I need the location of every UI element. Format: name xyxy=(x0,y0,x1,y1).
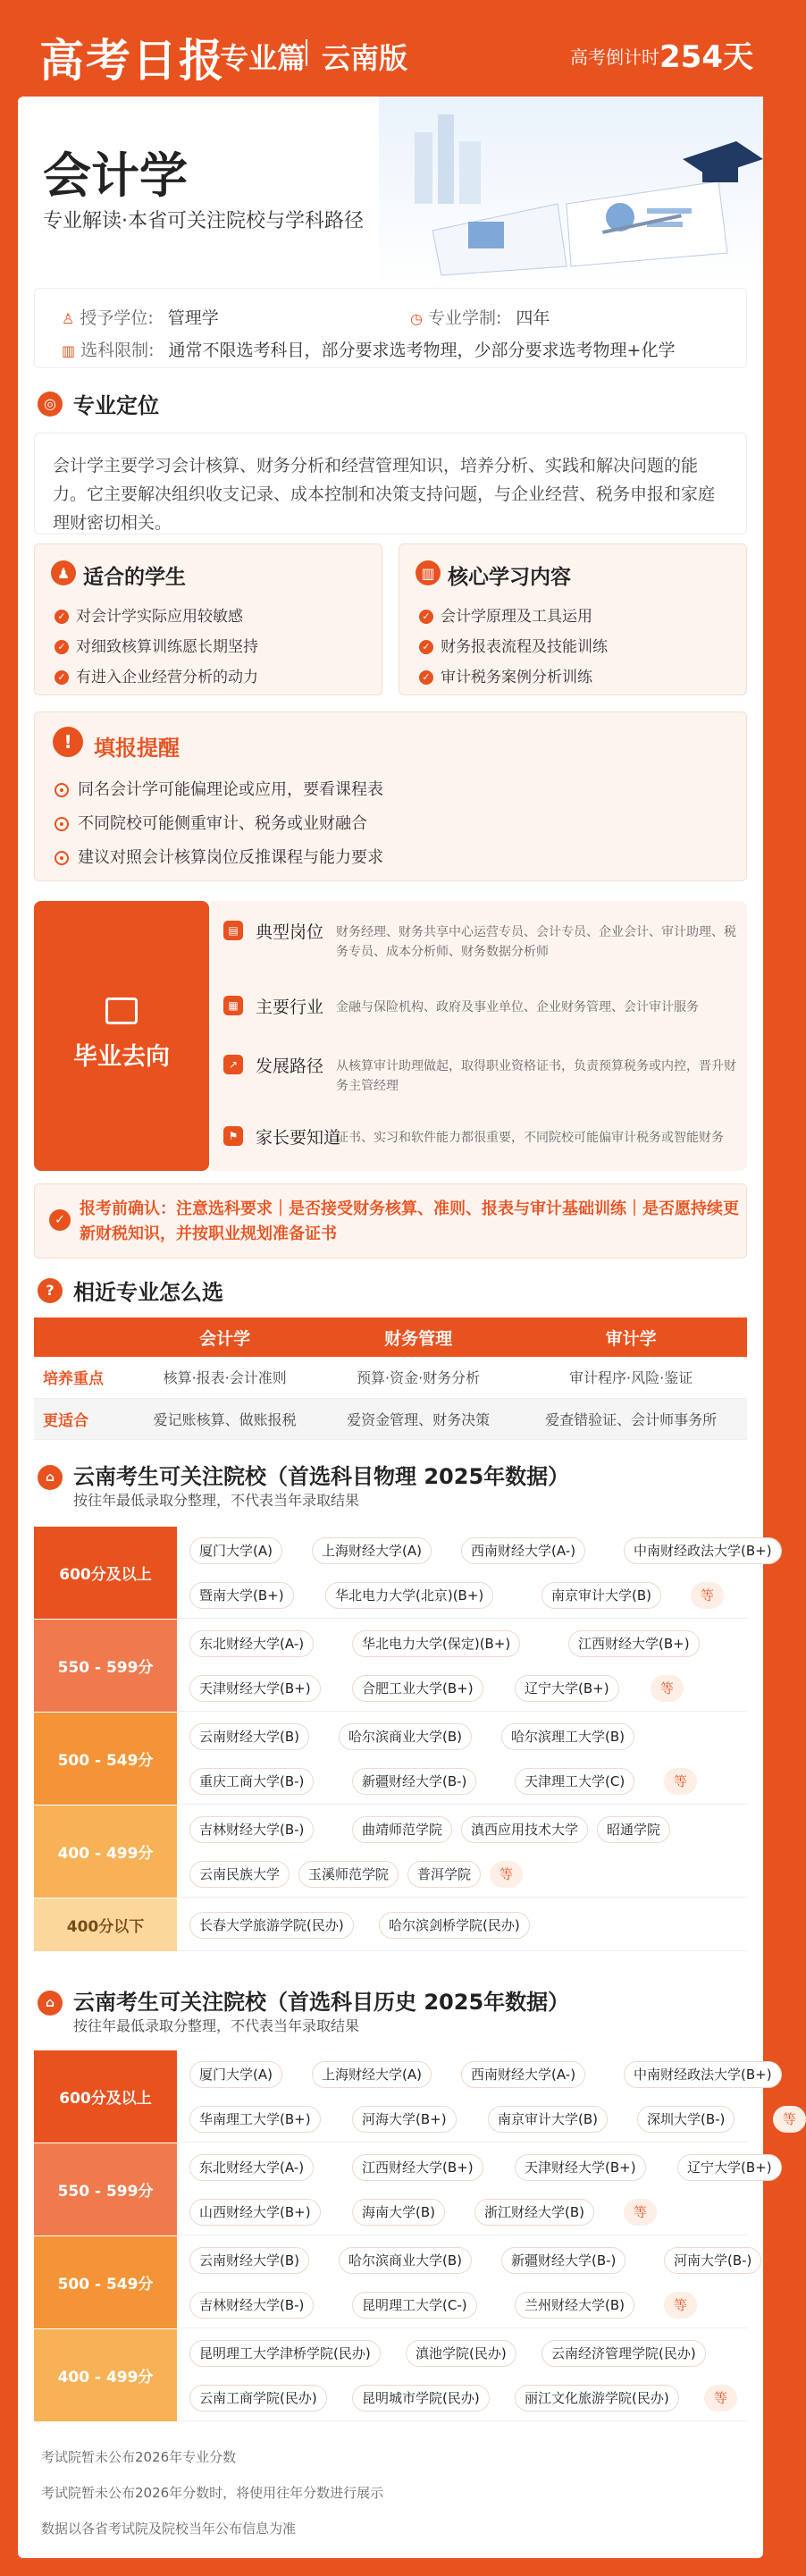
countdown-label: 高考倒计时 xyxy=(570,46,659,68)
warning-icon: ! xyxy=(53,727,83,757)
school-list xyxy=(177,1527,772,1619)
school-tag: 西南财经大学(A-) xyxy=(461,1537,585,1564)
school-tag: 海南大学(B) xyxy=(352,2199,445,2226)
physics-heading: ⌂ 云南考生可关注院校（首选科目物理 2025年数据） xyxy=(38,1459,569,1490)
score-band: 550 - 599分 xyxy=(34,1620,177,1712)
tips-box xyxy=(34,711,747,881)
flag-icon: ⚑ xyxy=(223,1126,243,1146)
school-tag: 新疆财经大学(B-) xyxy=(352,1768,476,1795)
school-tag: 曲靖师范学院 xyxy=(352,1816,452,1843)
book-icon: ▥ xyxy=(62,342,76,359)
school-tag: 滇西应用技术大学 xyxy=(461,1816,588,1843)
career-title: 毕业去向 xyxy=(73,1043,170,1071)
confirm-box xyxy=(34,1183,747,1259)
more-tag: 等 xyxy=(773,2106,806,2133)
score-tier xyxy=(34,2329,747,2422)
info-box xyxy=(34,288,747,368)
school-tag: 浙江财经大学(B) xyxy=(474,2199,594,2226)
school-tag: 哈尔滨剑桥学院(民办) xyxy=(379,1912,530,1939)
score-band: 550 - 599分 xyxy=(34,2143,177,2235)
table-row: 培养重点 核算·报表·会计准则 预算·资金·财务分析 审计程序·风险·鉴证 xyxy=(34,1357,747,1398)
person-icon: ♟ xyxy=(51,560,76,585)
degree-value: 管理学 xyxy=(167,308,219,328)
school-tag: 云南经济管理学院(民办) xyxy=(542,2340,706,2367)
more-tag: 等 xyxy=(651,1675,684,1702)
list-item: ✓ 对会计学实际应用较敏感 xyxy=(55,603,243,626)
book-icon: ▥ xyxy=(416,560,441,585)
table-row: 更适合 爱记账核算、做账报税 爱资金管理、财务决策 爱查错验证、会计师事务所 xyxy=(34,1398,747,1439)
school-tag: 河海大学(B+) xyxy=(352,2106,457,2133)
school-tag: 吉林财经大学(B-) xyxy=(189,1816,314,1843)
bullet-icon xyxy=(55,783,69,797)
school-tag: 深圳大学(B-) xyxy=(637,2106,735,2133)
list-item: ✓ 财务报表流程及技能训练 xyxy=(419,634,608,656)
score-tier xyxy=(34,1806,747,1898)
hero xyxy=(18,97,763,284)
main-card xyxy=(18,97,797,2558)
school-icon: ⌂ xyxy=(38,1465,63,1490)
industry-icon: ▦ xyxy=(223,996,243,1015)
school-tag: 昆明城市学院(民办) xyxy=(352,2385,490,2412)
school-list xyxy=(177,2050,797,2142)
list-item: ✓ 对细致核算训练愿长期坚持 xyxy=(55,634,258,656)
core-box xyxy=(399,543,747,695)
school-tag: 哈尔滨商业大学(B) xyxy=(339,1723,472,1750)
school-tag: 昆明理工大学津桥学院(民办) xyxy=(189,2340,381,2367)
hero-title: 会计学 xyxy=(43,147,188,204)
positioning-title: 专业定位 xyxy=(73,393,159,418)
footnote: 考试院暂未公布2026年专业分数 xyxy=(41,2449,237,2465)
bullet-icon xyxy=(55,851,69,865)
list-item: ✓ 审计税务案例分析训练 xyxy=(419,664,592,686)
school-tag: 辽宁大学(B+) xyxy=(515,1675,619,1702)
core-title: 核心学习内容 xyxy=(448,566,571,589)
footnote: 考试院暂未公布2026年分数时，将使用往年分数进行展示 xyxy=(41,2485,384,2501)
school-tag: 天津理工大学(C) xyxy=(515,1768,634,1795)
school-list xyxy=(177,2236,752,2328)
history-heading: ⌂ 云南考生可关注院校（首选科目历史 2025年数据） xyxy=(38,1984,569,2016)
list-item: ✓ 会计学原理及工具运用 xyxy=(419,603,592,626)
years-row xyxy=(410,305,550,329)
school-tag: 天津财经大学(B+) xyxy=(189,1675,321,1702)
school-tag: 丽江文化旅游学院(民办) xyxy=(515,2385,679,2412)
target-icon: ◎ xyxy=(38,391,63,417)
school-tag: 云南民族大学 xyxy=(189,1861,290,1888)
school-list xyxy=(177,2329,747,2421)
compare-heading xyxy=(38,1275,223,1306)
footnote: 数据以各省考试院及院校当年公布信息为准 xyxy=(41,2521,297,2537)
check-icon: ✓ xyxy=(419,670,433,685)
school-tag: 辽宁大学(B+) xyxy=(677,2154,782,2181)
school-list xyxy=(177,1620,747,1712)
table-header: 会计学 xyxy=(128,1317,321,1357)
check-icon: ✓ xyxy=(55,610,69,624)
job-icon: ▤ xyxy=(223,921,243,940)
header-title: 高考日报 xyxy=(39,35,225,87)
subject-value: 通常不限选考科目，部分要求选考物理，少部分要求选考物理+化学 xyxy=(168,341,676,360)
school-tag: 厦门大学(A) xyxy=(189,1537,282,1564)
more-tag: 等 xyxy=(490,1861,523,1888)
school-tag: 上海财经大学(A) xyxy=(312,1537,432,1564)
bullet-icon xyxy=(55,817,69,831)
school-list xyxy=(177,1898,747,1951)
school-tag: 江西财经大学(B+) xyxy=(568,1630,700,1657)
school-tag: 昭通学院 xyxy=(597,1816,670,1843)
positioning-heading xyxy=(38,388,159,419)
school-tag: 西南财经大学(A-) xyxy=(461,2061,585,2088)
subject-label: 选科限制: xyxy=(80,341,155,360)
school-tag: 华北电力大学(北京)(B+) xyxy=(325,1582,493,1609)
briefcase-icon xyxy=(105,998,138,1024)
school-tag: 昆明理工大学(C-) xyxy=(352,2292,477,2319)
school-tag: 云南工商学院(民办) xyxy=(189,2385,327,2412)
book-illustration xyxy=(379,97,763,284)
school-tag: 华南理工大学(B+) xyxy=(189,2106,321,2133)
tips-title: 填报提醒 xyxy=(94,736,180,761)
score-band: 400 - 499分 xyxy=(34,2329,177,2421)
degree-row xyxy=(62,305,219,329)
check-icon: ✓ xyxy=(55,640,69,654)
countdown-value: 254天 xyxy=(659,39,753,75)
school-tag: 吉林财经大学(B-) xyxy=(189,2292,314,2319)
school-tag: 兰州财经大学(B) xyxy=(515,2292,634,2319)
more-tag: 等 xyxy=(704,2385,737,2412)
school-tag: 暨南大学(B+) xyxy=(189,1582,294,1609)
score-tier xyxy=(34,2143,772,2236)
check-icon: ✓ xyxy=(49,1209,71,1231)
school-tag: 华北电力大学(保定)(B+) xyxy=(352,1630,520,1657)
school-tag: 河南大学(B-) xyxy=(664,2247,761,2274)
score-band: 600分及以上 xyxy=(34,1527,177,1619)
check-icon: ✓ xyxy=(419,640,433,654)
list-item: ✓ 有进入企业经营分析的动力 xyxy=(55,664,258,686)
table-header xyxy=(34,1317,128,1357)
school-tag: 云南财经大学(B) xyxy=(189,2247,309,2274)
check-icon: ✓ xyxy=(55,670,69,685)
school-tag: 中南财经政法大学(B+) xyxy=(624,2061,782,2088)
school-tag: 南京审计大学(B) xyxy=(542,1582,661,1609)
school-tag: 合肥工业大学(B+) xyxy=(352,1675,483,1702)
clock-icon: ◷ xyxy=(410,310,423,327)
more-tag: 等 xyxy=(664,2292,697,2319)
question-icon: ? xyxy=(38,1278,63,1303)
school-tag: 中南财经政法大学(B+) xyxy=(624,1537,782,1564)
score-band: 500 - 549分 xyxy=(34,2236,177,2328)
history-subtitle: 按往年最低录取分整理，不代表当年录取结果 xyxy=(73,2017,360,2034)
degree-label: 授予学位: xyxy=(80,308,154,328)
school-tag: 玉溪师范学院 xyxy=(298,1861,399,1888)
school-tag: 东北财经大学(A-) xyxy=(189,2154,314,2181)
school-tag: 山西财经大学(B+) xyxy=(189,2199,321,2226)
header-province: 云南版 xyxy=(322,41,408,75)
hero-subtitle: 专业解读·本省可关注院校与学科路径 xyxy=(43,210,364,232)
header-divider xyxy=(306,39,307,66)
score-tier xyxy=(34,1527,772,1620)
score-tier xyxy=(34,2236,752,2329)
years-value: 四年 xyxy=(516,308,550,328)
score-band: 400 - 499分 xyxy=(34,1806,177,1898)
career-details: ▤ 典型岗位 财务经理、财务共享中心运营专员、会计专员、企业会计、审计助理、税务专员、成本分析师、财务数据分析师 ▦ 主要行业 金融与保险机构、政府及事业单位、企业财务管理、会计审计服务 ↗ 发展路径 从核算审计助理做起，取得职业资格证书，负责预算税务或内控，晋升财务主管经理 ⚑ 家长要知道 证书、实习和软件能力都很重要，不同院校可能偏审计税务或智能财务 xyxy=(211,901,747,1171)
school-tag: 哈尔滨商业大学(B) xyxy=(339,2247,472,2274)
compare-table xyxy=(34,1317,747,1440)
medal-icon: ♙ xyxy=(62,310,75,327)
list-item: 不同院校可能侧重审计、税务或业财融合 xyxy=(55,811,367,834)
score-tier xyxy=(34,2050,797,2143)
school-tag: 江西财经大学(B+) xyxy=(352,2154,483,2181)
school-tag: 普洱学院 xyxy=(407,1861,481,1888)
physics-subtitle: 按往年最低录取分整理，不代表当年录取结果 xyxy=(73,1492,360,1509)
school-tag: 重庆工商大学(B-) xyxy=(189,1768,314,1795)
suitable-box xyxy=(34,543,382,695)
more-tag: 等 xyxy=(691,1582,724,1609)
years-label: 专业学制: xyxy=(427,308,502,328)
score-tier xyxy=(34,1713,747,1806)
school-list xyxy=(177,1713,747,1805)
header-section: 专业篇 xyxy=(220,41,306,75)
list-item: 同名会计学可能偏理论或应用，要看课程表 xyxy=(55,777,383,800)
confirm-text: 报考前确认：注意选科要求｜是否接受财务核算、准则、报表与审计基础训练｜是否愿持续更新财税知识，并按职业规划准备证书 xyxy=(80,1200,739,1243)
trend-icon: ↗ xyxy=(223,1055,243,1074)
score-band: 400分以下 xyxy=(34,1898,177,1951)
table-header: 财务管理 xyxy=(322,1317,515,1357)
compare-title: 相近专业怎么选 xyxy=(73,1280,223,1305)
career-panel xyxy=(34,901,209,1171)
score-tier xyxy=(34,1620,747,1713)
school-tag: 新疆财经大学(B-) xyxy=(501,2247,625,2274)
school-list xyxy=(177,2143,772,2235)
score-band: 600分及以上 xyxy=(34,2050,177,2142)
school-tag: 哈尔滨理工大学(B) xyxy=(501,1723,634,1750)
school-tag: 南京审计大学(B) xyxy=(488,2106,608,2133)
school-tag: 厦门大学(A) xyxy=(189,2061,282,2088)
school-tag: 天津财经大学(B+) xyxy=(515,2154,646,2181)
more-tag: 等 xyxy=(664,1768,697,1795)
positioning-text: 会计学主要学习会计核算、财务分析和经营管理知识，培养分析、实践和解决问题的能力。它主要解决组织收支记录、成本控制和决策支持问题，与企业经营、税务申报和家庭理财密切相关。 xyxy=(34,433,747,535)
header xyxy=(0,0,781,97)
suitable-title: 适合的学生 xyxy=(83,566,186,589)
more-tag: 等 xyxy=(624,2199,657,2226)
subject-row xyxy=(62,337,675,361)
score-band: 500 - 549分 xyxy=(34,1713,177,1805)
score-tier xyxy=(34,1898,747,1952)
school-tag: 东北财经大学(A-) xyxy=(189,1630,314,1657)
school-list xyxy=(177,1806,747,1898)
school-tag: 云南财经大学(B) xyxy=(189,1723,309,1750)
school-tag: 上海财经大学(A) xyxy=(312,2061,432,2088)
school-icon: ⌂ xyxy=(38,1991,63,2016)
check-icon: ✓ xyxy=(419,610,433,624)
school-tag: 滇池学院(民办) xyxy=(406,2340,516,2367)
list-item: 建议对照会计核算岗位反推课程与能力要求 xyxy=(55,845,383,868)
school-tag: 长春大学旅游学院(民办) xyxy=(189,1912,354,1939)
table-header: 审计学 xyxy=(515,1317,747,1357)
